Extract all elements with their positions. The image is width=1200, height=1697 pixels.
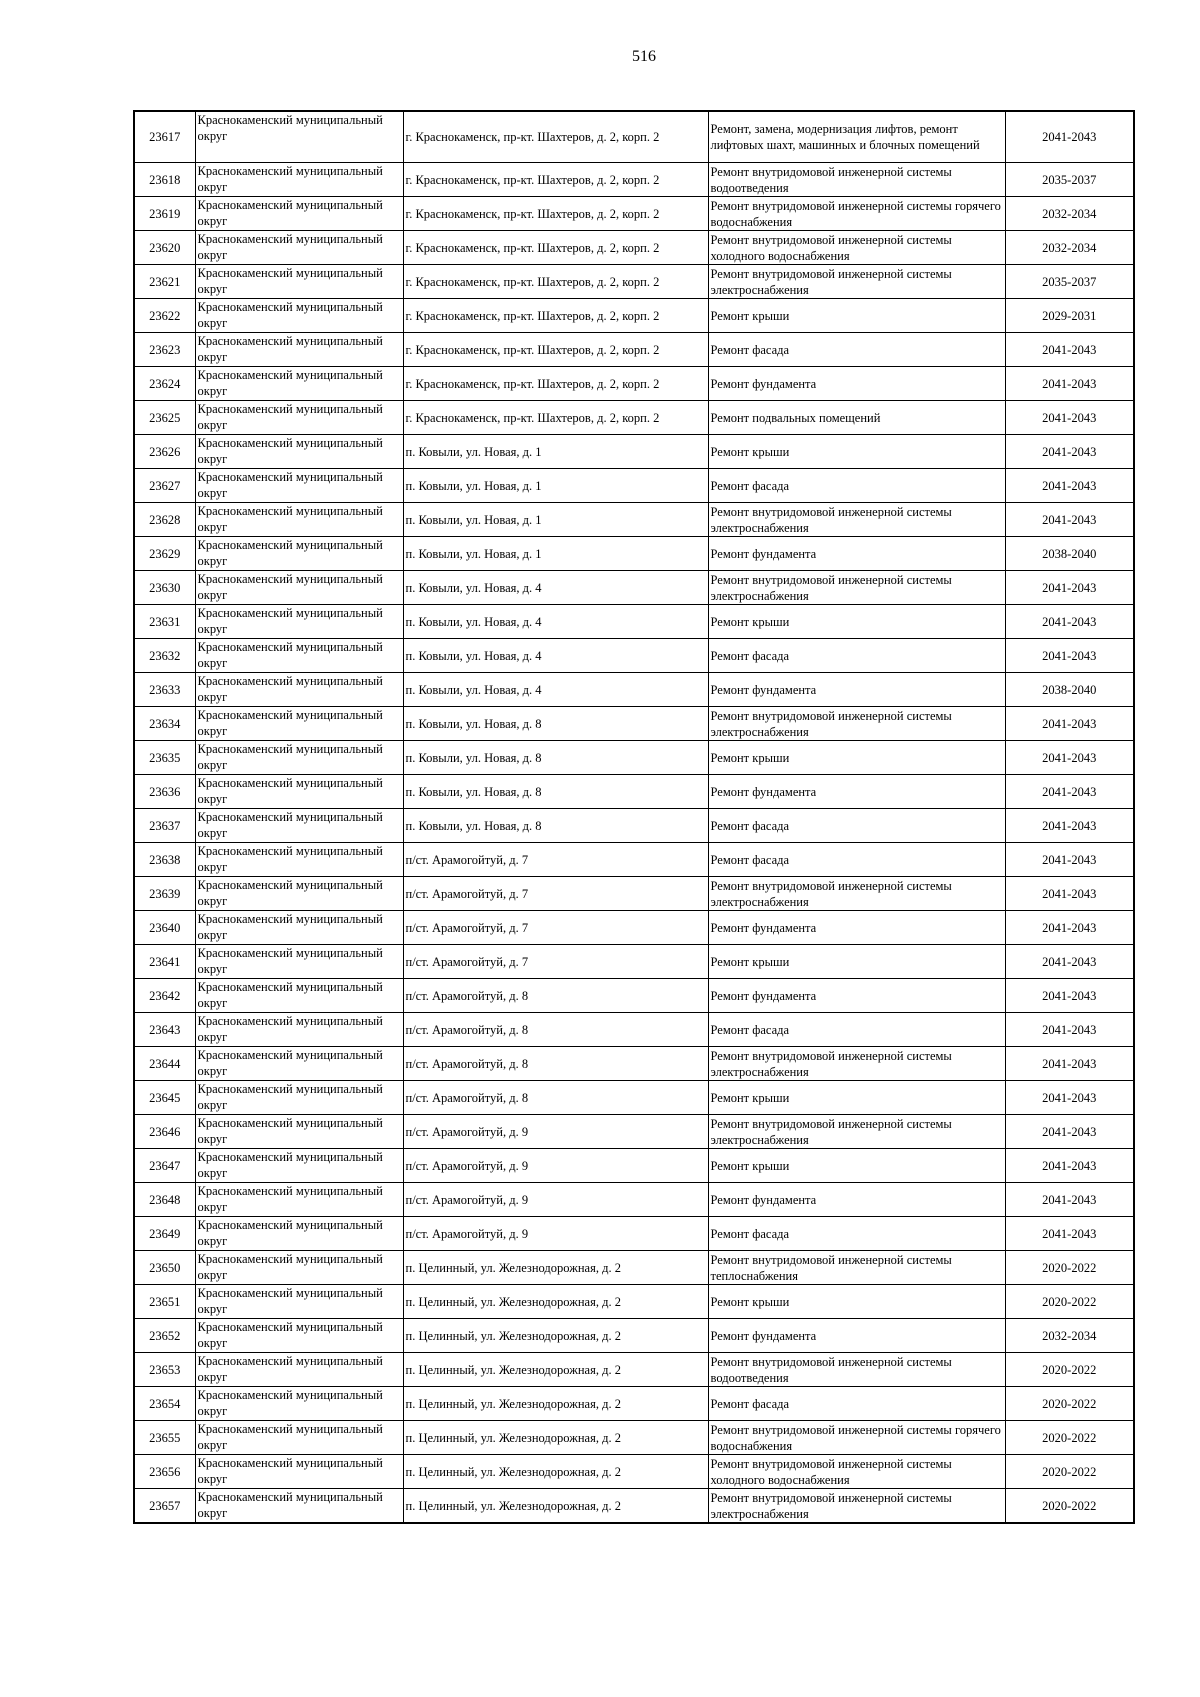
municipality-cell: Краснокаменский муниципальный округ [195, 775, 403, 809]
period-cell: 2041-2043 [1005, 1115, 1134, 1149]
work-type-cell: Ремонт внутридомовой инженерной системы водоотведения [708, 1353, 1005, 1387]
municipality-cell: Краснокаменский муниципальный округ [195, 571, 403, 605]
period-cell: 2029-2031 [1005, 299, 1134, 333]
address-cell: г. Краснокаменск, пр-кт. Шахтеров, д. 2, корп. 2 [403, 111, 708, 163]
row-number: 23619 [134, 197, 195, 231]
row-number: 23646 [134, 1115, 195, 1149]
table-row [134, 707, 1134, 741]
address-cell: п. Ковыли, ул. Новая, д. 8 [403, 741, 708, 775]
row-number: 23645 [134, 1081, 195, 1115]
work-type-cell: Ремонт крыши [708, 1285, 1005, 1319]
row-number: 23656 [134, 1455, 195, 1489]
period-cell: 2041-2043 [1005, 401, 1134, 435]
row-number: 23638 [134, 843, 195, 877]
work-type-cell: Ремонт фасада [708, 1217, 1005, 1251]
address-cell: г. Краснокаменск, пр-кт. Шахтеров, д. 2, корп. 2 [403, 265, 708, 299]
work-type-cell: Ремонт внутридомовой инженерной системы электроснабжения [708, 503, 1005, 537]
row-number: 23644 [134, 1047, 195, 1081]
registry-table [133, 110, 1135, 1524]
period-cell: 2038-2040 [1005, 673, 1134, 707]
row-number: 23647 [134, 1149, 195, 1183]
row-number: 23640 [134, 911, 195, 945]
period-cell: 2020-2022 [1005, 1285, 1134, 1319]
table-row [134, 503, 1134, 537]
address-cell: п/ст. Арамогойтуй, д. 7 [403, 945, 708, 979]
address-cell: п/ст. Арамогойтуй, д. 7 [403, 843, 708, 877]
address-cell: г. Краснокаменск, пр-кт. Шахтеров, д. 2, корп. 2 [403, 367, 708, 401]
period-cell: 2041-2043 [1005, 367, 1134, 401]
address-cell: г. Краснокаменск, пр-кт. Шахтеров, д. 2, корп. 2 [403, 299, 708, 333]
address-cell: г. Краснокаменск, пр-кт. Шахтеров, д. 2, корп. 2 [403, 401, 708, 435]
address-cell: г. Краснокаменск, пр-кт. Шахтеров, д. 2, корп. 2 [403, 163, 708, 197]
period-cell: 2032-2034 [1005, 197, 1134, 231]
address-cell: п. Целинный, ул. Железнодорожная, д. 2 [403, 1353, 708, 1387]
address-cell: п/ст. Арамогойтуй, д. 7 [403, 911, 708, 945]
work-type-cell: Ремонт внутридомовой инженерной системы электроснабжения [708, 877, 1005, 911]
work-type-cell: Ремонт внутридомовой инженерной системы электроснабжения [708, 1115, 1005, 1149]
municipality-cell: Краснокаменский муниципальный округ [195, 843, 403, 877]
row-number: 23639 [134, 877, 195, 911]
address-cell: п. Ковыли, ул. Новая, д. 4 [403, 605, 708, 639]
period-cell: 2041-2043 [1005, 435, 1134, 469]
work-type-cell: Ремонт фасада [708, 1013, 1005, 1047]
work-type-cell: Ремонт фасада [708, 1387, 1005, 1421]
table-row [134, 1353, 1134, 1387]
table-row [134, 1217, 1134, 1251]
period-cell: 2041-2043 [1005, 775, 1134, 809]
work-type-cell: Ремонт внутридомовой инженерной системы водоотведения [708, 163, 1005, 197]
work-type-cell: Ремонт фасада [708, 843, 1005, 877]
row-number: 23622 [134, 299, 195, 333]
row-number: 23641 [134, 945, 195, 979]
table-row [134, 843, 1134, 877]
period-cell: 2041-2043 [1005, 1013, 1134, 1047]
row-number: 23632 [134, 639, 195, 673]
row-number: 23650 [134, 1251, 195, 1285]
row-number: 23648 [134, 1183, 195, 1217]
period-cell: 2041-2043 [1005, 911, 1134, 945]
row-number: 23631 [134, 605, 195, 639]
work-type-cell: Ремонт фундамента [708, 911, 1005, 945]
municipality-cell: Краснокаменский муниципальный округ [195, 945, 403, 979]
municipality-cell: Краснокаменский муниципальный округ [195, 1013, 403, 1047]
row-number: 23649 [134, 1217, 195, 1251]
work-type-cell: Ремонт внутридомовой инженерной системы электроснабжения [708, 1489, 1005, 1524]
municipality-cell: Краснокаменский муниципальный округ [195, 1421, 403, 1455]
municipality-cell: Краснокаменский муниципальный округ [195, 1489, 403, 1524]
work-type-cell: Ремонт внутридомовой инженерной системы электроснабжения [708, 1047, 1005, 1081]
address-cell: п. Целинный, ул. Железнодорожная, д. 2 [403, 1285, 708, 1319]
work-type-cell: Ремонт внутридомовой инженерной системы электроснабжения [708, 707, 1005, 741]
page-number: 516 [632, 48, 656, 65]
period-cell: 2020-2022 [1005, 1387, 1134, 1421]
row-number: 23629 [134, 537, 195, 571]
period-cell: 2041-2043 [1005, 1217, 1134, 1251]
period-cell: 2041-2043 [1005, 843, 1134, 877]
work-type-cell: Ремонт фундамента [708, 979, 1005, 1013]
table-row [134, 1183, 1134, 1217]
municipality-cell: Краснокаменский муниципальный округ [195, 111, 403, 163]
table-row [134, 1319, 1134, 1353]
row-number: 23618 [134, 163, 195, 197]
municipality-cell: Краснокаменский муниципальный округ [195, 707, 403, 741]
row-number: 23620 [134, 231, 195, 265]
municipality-cell: Краснокаменский муниципальный округ [195, 1047, 403, 1081]
row-number: 23630 [134, 571, 195, 605]
table-row [134, 775, 1134, 809]
table-row [134, 877, 1134, 911]
address-cell: п. Ковыли, ул. Новая, д. 8 [403, 809, 708, 843]
table-row [134, 809, 1134, 843]
period-cell: 2020-2022 [1005, 1421, 1134, 1455]
work-type-cell: Ремонт внутридомовой инженерной системы горячего водоснабжения [708, 1421, 1005, 1455]
address-cell: п/ст. Арамогойтуй, д. 8 [403, 1081, 708, 1115]
row-number: 23643 [134, 1013, 195, 1047]
work-type-cell: Ремонт крыши [708, 605, 1005, 639]
table-row [134, 1115, 1134, 1149]
address-cell: п. Ковыли, ул. Новая, д. 8 [403, 775, 708, 809]
municipality-cell: Краснокаменский муниципальный округ [195, 197, 403, 231]
municipality-cell: Краснокаменский муниципальный округ [195, 911, 403, 945]
municipality-cell: Краснокаменский муниципальный округ [195, 537, 403, 571]
municipality-cell: Краснокаменский муниципальный округ [195, 741, 403, 775]
municipality-cell: Краснокаменский муниципальный округ [195, 1217, 403, 1251]
work-type-cell: Ремонт фундамента [708, 537, 1005, 571]
municipality-cell: Краснокаменский муниципальный округ [195, 1183, 403, 1217]
period-cell: 2041-2043 [1005, 605, 1134, 639]
municipality-cell: Краснокаменский муниципальный округ [195, 605, 403, 639]
period-cell: 2032-2034 [1005, 231, 1134, 265]
municipality-cell: Краснокаменский муниципальный округ [195, 1149, 403, 1183]
work-type-cell: Ремонт крыши [708, 299, 1005, 333]
table-row [134, 911, 1134, 945]
work-type-cell: Ремонт фундамента [708, 1319, 1005, 1353]
period-cell: 2041-2043 [1005, 877, 1134, 911]
address-cell: п/ст. Арамогойтуй, д. 8 [403, 1013, 708, 1047]
row-number: 23623 [134, 333, 195, 367]
municipality-cell: Краснокаменский муниципальный округ [195, 163, 403, 197]
municipality-cell: Краснокаменский муниципальный округ [195, 1115, 403, 1149]
work-type-cell: Ремонт крыши [708, 945, 1005, 979]
address-cell: п. Целинный, ул. Железнодорожная, д. 2 [403, 1455, 708, 1489]
table-row [134, 1421, 1134, 1455]
table-row [134, 945, 1134, 979]
table-row [134, 333, 1134, 367]
address-cell: п. Целинный, ул. Железнодорожная, д. 2 [403, 1319, 708, 1353]
municipality-cell: Краснокаменский муниципальный округ [195, 435, 403, 469]
work-type-cell: Ремонт крыши [708, 1149, 1005, 1183]
work-type-cell: Ремонт подвальных помещений [708, 401, 1005, 435]
table-row [134, 1149, 1134, 1183]
address-cell: п. Ковыли, ул. Новая, д. 4 [403, 639, 708, 673]
work-type-cell: Ремонт внутридомовой инженерной системы холодного водоснабжения [708, 231, 1005, 265]
registry-table-body [134, 111, 1134, 1523]
table-row [134, 1047, 1134, 1081]
work-type-cell: Ремонт фасада [708, 639, 1005, 673]
address-cell: п/ст. Арамогойтуй, д. 8 [403, 1047, 708, 1081]
address-cell: п/ст. Арамогойтуй, д. 8 [403, 979, 708, 1013]
address-cell: п. Целинный, ул. Железнодорожная, д. 2 [403, 1421, 708, 1455]
table-row [134, 1251, 1134, 1285]
municipality-cell: Краснокаменский муниципальный округ [195, 1455, 403, 1489]
work-type-cell: Ремонт фасада [708, 333, 1005, 367]
table-row [134, 435, 1134, 469]
period-cell: 2041-2043 [1005, 571, 1134, 605]
row-number: 23628 [134, 503, 195, 537]
work-type-cell: Ремонт, замена, модернизация лифтов, ремонт лифтовых шахт, машинных и блочных помещений [708, 111, 1005, 163]
work-type-cell: Ремонт внутридомовой инженерной системы холодного водоснабжения [708, 1455, 1005, 1489]
table-row [134, 605, 1134, 639]
municipality-cell: Краснокаменский муниципальный округ [195, 1081, 403, 1115]
period-cell: 2041-2043 [1005, 333, 1134, 367]
row-number: 23617 [134, 111, 195, 163]
municipality-cell: Краснокаменский муниципальный округ [195, 1251, 403, 1285]
period-cell: 2032-2034 [1005, 1319, 1134, 1353]
table-row [134, 1013, 1134, 1047]
municipality-cell: Краснокаменский муниципальный округ [195, 1285, 403, 1319]
table-row [134, 537, 1134, 571]
period-cell: 2041-2043 [1005, 945, 1134, 979]
work-type-cell: Ремонт фасада [708, 469, 1005, 503]
table-row [134, 979, 1134, 1013]
period-cell: 2041-2043 [1005, 503, 1134, 537]
row-number: 23653 [134, 1353, 195, 1387]
table-row [134, 639, 1134, 673]
table-row [134, 1285, 1134, 1319]
address-cell: п. Ковыли, ул. Новая, д. 8 [403, 707, 708, 741]
period-cell: 2041-2043 [1005, 111, 1134, 163]
municipality-cell: Краснокаменский муниципальный округ [195, 265, 403, 299]
municipality-cell: Краснокаменский муниципальный округ [195, 1387, 403, 1421]
row-number: 23635 [134, 741, 195, 775]
municipality-cell: Краснокаменский муниципальный округ [195, 809, 403, 843]
work-type-cell: Ремонт внутридомовой инженерной системы теплоснабжения [708, 1251, 1005, 1285]
row-number: 23627 [134, 469, 195, 503]
table-row [134, 1455, 1134, 1489]
row-number: 23657 [134, 1489, 195, 1524]
table-row [134, 111, 1134, 163]
work-type-cell: Ремонт внутридомовой инженерной системы электроснабжения [708, 571, 1005, 605]
work-type-cell: Ремонт фасада [708, 809, 1005, 843]
row-number: 23626 [134, 435, 195, 469]
municipality-cell: Краснокаменский муниципальный округ [195, 299, 403, 333]
row-number: 23654 [134, 1387, 195, 1421]
work-type-cell: Ремонт крыши [708, 741, 1005, 775]
table-row [134, 231, 1134, 265]
municipality-cell: Краснокаменский муниципальный округ [195, 503, 403, 537]
municipality-cell: Краснокаменский муниципальный округ [195, 231, 403, 265]
period-cell: 2041-2043 [1005, 707, 1134, 741]
table-row [134, 1489, 1134, 1524]
work-type-cell: Ремонт фундамента [708, 367, 1005, 401]
period-cell: 2041-2043 [1005, 809, 1134, 843]
address-cell: г. Краснокаменск, пр-кт. Шахтеров, д. 2, корп. 2 [403, 197, 708, 231]
period-cell: 2041-2043 [1005, 469, 1134, 503]
period-cell: 2020-2022 [1005, 1353, 1134, 1387]
address-cell: г. Краснокаменск, пр-кт. Шахтеров, д. 2, корп. 2 [403, 231, 708, 265]
municipality-cell: Краснокаменский муниципальный округ [195, 639, 403, 673]
work-type-cell: Ремонт внутридомовой инженерной системы электроснабжения [708, 265, 1005, 299]
municipality-cell: Краснокаменский муниципальный округ [195, 877, 403, 911]
period-cell: 2020-2022 [1005, 1489, 1134, 1524]
address-cell: п/ст. Арамогойтуй, д. 9 [403, 1115, 708, 1149]
municipality-cell: Краснокаменский муниципальный округ [195, 367, 403, 401]
row-number: 23651 [134, 1285, 195, 1319]
table-row [134, 1081, 1134, 1115]
address-cell: г. Краснокаменск, пр-кт. Шахтеров, д. 2, корп. 2 [403, 333, 708, 367]
municipality-cell: Краснокаменский муниципальный округ [195, 673, 403, 707]
row-number: 23655 [134, 1421, 195, 1455]
row-number: 23652 [134, 1319, 195, 1353]
period-cell: 2020-2022 [1005, 1251, 1134, 1285]
work-type-cell: Ремонт крыши [708, 435, 1005, 469]
work-type-cell: Ремонт фундамента [708, 775, 1005, 809]
municipality-cell: Краснокаменский муниципальный округ [195, 401, 403, 435]
table-row [134, 299, 1134, 333]
table-row [134, 741, 1134, 775]
period-cell: 2041-2043 [1005, 741, 1134, 775]
municipality-cell: Краснокаменский муниципальный округ [195, 979, 403, 1013]
table-row [134, 673, 1134, 707]
work-type-cell: Ремонт крыши [708, 1081, 1005, 1115]
row-number: 23621 [134, 265, 195, 299]
address-cell: п. Целинный, ул. Железнодорожная, д. 2 [403, 1387, 708, 1421]
period-cell: 2041-2043 [1005, 1183, 1134, 1217]
address-cell: п. Ковыли, ул. Новая, д. 1 [403, 537, 708, 571]
work-type-cell: Ремонт внутридомовой инженерной системы горячего водоснабжения [708, 197, 1005, 231]
row-number: 23634 [134, 707, 195, 741]
period-cell: 2035-2037 [1005, 265, 1134, 299]
address-cell: п. Целинный, ул. Железнодорожная, д. 2 [403, 1489, 708, 1524]
period-cell: 2041-2043 [1005, 1081, 1134, 1115]
period-cell: 2041-2043 [1005, 1047, 1134, 1081]
row-number: 23636 [134, 775, 195, 809]
period-cell: 2035-2037 [1005, 163, 1134, 197]
address-cell: п/ст. Арамогойтуй, д. 7 [403, 877, 708, 911]
period-cell: 2041-2043 [1005, 979, 1134, 1013]
table-row [134, 367, 1134, 401]
table-row [134, 265, 1134, 299]
address-cell: п. Ковыли, ул. Новая, д. 1 [403, 435, 708, 469]
row-number: 23625 [134, 401, 195, 435]
work-type-cell: Ремонт фундамента [708, 673, 1005, 707]
table-row [134, 197, 1134, 231]
period-cell: 2041-2043 [1005, 639, 1134, 673]
period-cell: 2020-2022 [1005, 1455, 1134, 1489]
municipality-cell: Краснокаменский муниципальный округ [195, 1353, 403, 1387]
municipality-cell: Краснокаменский муниципальный округ [195, 469, 403, 503]
work-type-cell: Ремонт фундамента [708, 1183, 1005, 1217]
table-row [134, 401, 1134, 435]
table-row [134, 163, 1134, 197]
address-cell: п/ст. Арамогойтуй, д. 9 [403, 1217, 708, 1251]
address-cell: п. Ковыли, ул. Новая, д. 1 [403, 503, 708, 537]
row-number: 23624 [134, 367, 195, 401]
period-cell: 2041-2043 [1005, 1149, 1134, 1183]
row-number: 23637 [134, 809, 195, 843]
period-cell: 2038-2040 [1005, 537, 1134, 571]
municipality-cell: Краснокаменский муниципальный округ [195, 333, 403, 367]
table-row [134, 571, 1134, 605]
address-cell: п. Ковыли, ул. Новая, д. 4 [403, 673, 708, 707]
address-cell: п/ст. Арамогойтуй, д. 9 [403, 1149, 708, 1183]
address-cell: п. Ковыли, ул. Новая, д. 1 [403, 469, 708, 503]
address-cell: п/ст. Арамогойтуй, д. 9 [403, 1183, 708, 1217]
municipality-cell: Краснокаменский муниципальный округ [195, 1319, 403, 1353]
table-row [134, 469, 1134, 503]
address-cell: п. Целинный, ул. Железнодорожная, д. 2 [403, 1251, 708, 1285]
row-number: 23642 [134, 979, 195, 1013]
row-number: 23633 [134, 673, 195, 707]
address-cell: п. Ковыли, ул. Новая, д. 4 [403, 571, 708, 605]
table-row [134, 1387, 1134, 1421]
